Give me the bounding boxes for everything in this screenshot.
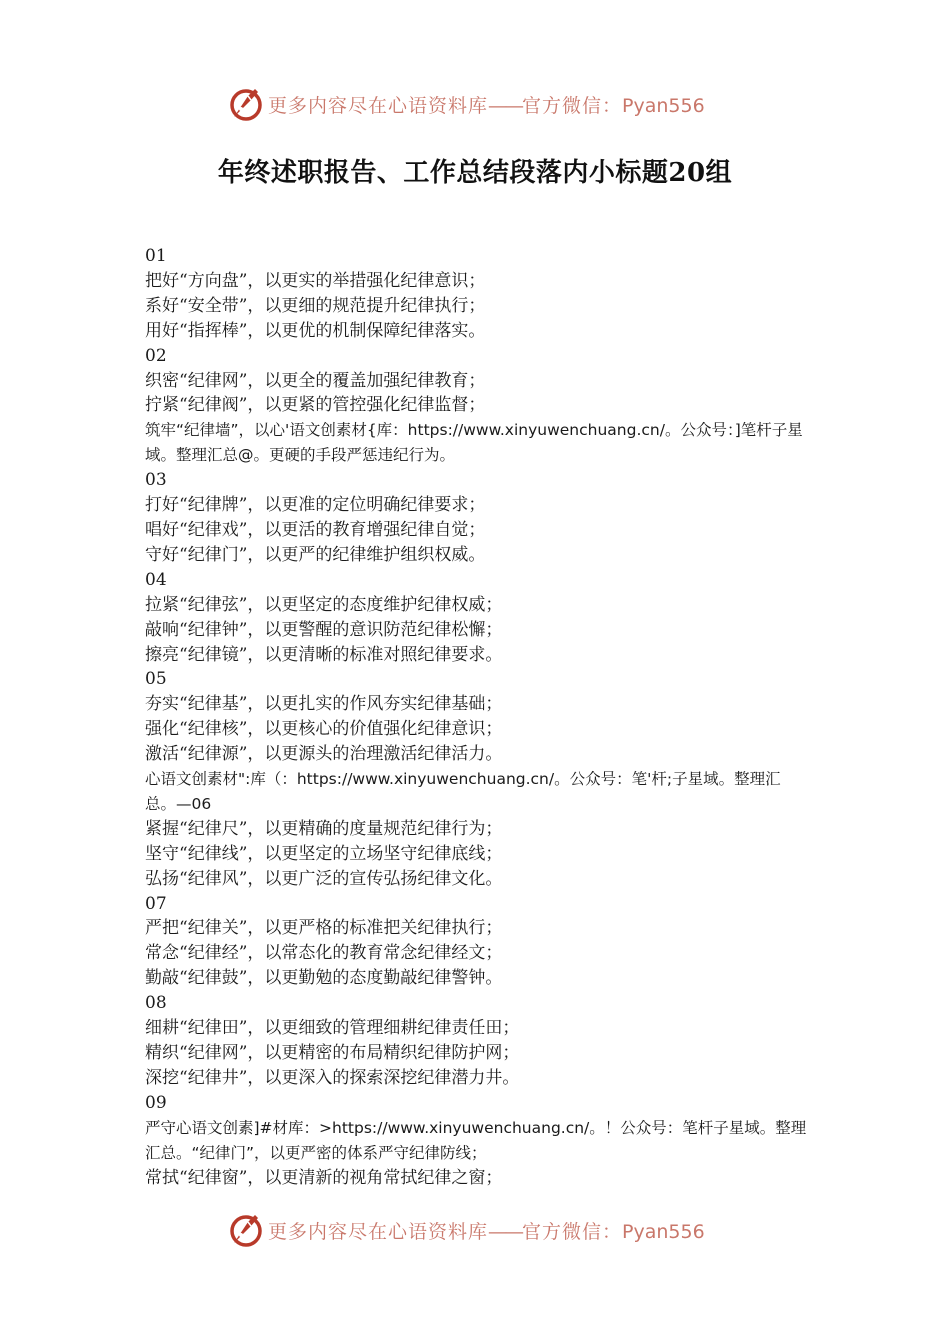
body-line: 夯实“纪律基”，以更扎实的作风夯实纪律基础； <box>145 694 503 715</box>
document-body <box>145 244 810 1190</box>
footer-banner-text <box>268 1217 705 1244</box>
banner-dash: —— <box>488 1221 523 1243</box>
wechat-id: Pyan556 <box>622 1221 705 1243</box>
wechat-label: 官方微信： <box>522 1221 623 1243</box>
section-number: 02 <box>145 345 167 366</box>
pen-logo-icon <box>226 1210 266 1250</box>
body-line: 筑牢“纪律墙”，以心'语文创素材{库：https://www.xinyuwenchuang.cn/。公众号：]笔杆子星域。整理汇总@。更硬的手段严惩违纪行为。 <box>145 421 803 465</box>
body-line: 深挖“纪律井”，以更深入的探索深挖纪律潜力井。 <box>145 1067 520 1088</box>
section-number: 07 <box>145 893 167 914</box>
body-line: 擦亮“纪律镜”，以更清晰的标准对照纪律要求。 <box>145 644 503 665</box>
body-line: 常拭“纪律窗”，以更清新的视角常拭纪律之窗； <box>145 1167 503 1188</box>
wechat-label: 官方微信： <box>522 95 623 117</box>
section-number: 09 <box>145 1092 167 1113</box>
body-line: 勤敲“纪律鼓”，以更勤勉的态度勤敲纪律警钟。 <box>145 968 503 989</box>
footer-banner <box>0 1208 950 1252</box>
body-line: 打好“纪律牌”，以更准的定位明确纪律要求； <box>145 495 486 516</box>
body-line: 拉紧“纪律弦”，以更坚定的态度维护纪律权威； <box>145 594 503 615</box>
body-line: 强化“纪律核”，以更核心的价值强化纪律意识； <box>145 719 503 740</box>
brand-text: 更多内容尽在心语资料库 <box>268 1221 489 1243</box>
body-line: 系好“安全带”，以更细的规范提升纪律执行； <box>145 295 486 316</box>
body-line: 紧握“纪律尺”，以更精确的度量规范纪律行为； <box>145 818 503 839</box>
header-banner <box>0 82 950 126</box>
banner-dash: —— <box>488 95 523 117</box>
body-line: 用好“指挥棒”，以更优的机制保障纪律落实。 <box>145 320 486 341</box>
section-number: 03 <box>145 470 167 491</box>
header-banner-text <box>268 91 705 118</box>
body-line: 拧紧“纪律阀”，以更紧的管控强化纪律监督； <box>145 395 486 416</box>
body-line: 严把“纪律关”，以更严格的标准把关纪律执行； <box>145 918 503 939</box>
body-line: 细耕“纪律田”，以更细致的管理细耕纪律责任田； <box>145 1018 520 1039</box>
pen-logo-icon <box>226 84 266 124</box>
body-line: 常念“纪律经”，以常态化的教育常念纪律经文； <box>145 943 503 964</box>
body-line: 敲响“纪律钟”，以更警醒的意识防范纪律松懈； <box>145 619 503 640</box>
body-line: 激活“纪律源”，以更源头的治理激活纪律活力。 <box>145 744 503 765</box>
section-number: 04 <box>145 569 167 590</box>
body-line: 心语文创素材":库（：https://www.xinyuwenchuang.cn/。公众号：笔'杆;子星域。整理汇总。—06 <box>145 770 781 813</box>
body-line: 弘扬“纪律风”，以更广泛的宣传弘扬纪律文化。 <box>145 868 503 889</box>
body-line: 严守心语文创素]#材库：>https://www.xinyuwenchuang.cn/。！公众号：笔杆子星域。整理汇总。“纪律门”，以更严密的体系严守纪律防线； <box>145 1118 807 1162</box>
body-line: 精织“纪律网”，以更精密的布局精织纪律防护网； <box>145 1043 520 1063</box>
section-number: 01 <box>145 246 167 266</box>
section-number: 05 <box>145 669 167 690</box>
body-line: 坚守“纪律线”，以更坚定的立场坚守纪律底线； <box>145 843 503 864</box>
page-title: 年终述职报告、工作总结段落内小标题20组 <box>217 158 733 188</box>
body-line: 唱好“纪律戏”，以更活的教育增强纪律自觉； <box>145 519 486 540</box>
wechat-id: Pyan556 <box>622 95 705 117</box>
brand-text: 更多内容尽在心语资料库 <box>268 95 489 117</box>
section-number: 08 <box>145 993 167 1014</box>
body-line: 把好“方向盘”，以更实的举措强化纪律意识； <box>145 270 486 291</box>
body-line: 守好“纪律门”，以更严的纪律维护组织权威。 <box>145 544 486 565</box>
body-line: 织密“纪律网”，以更全的覆盖加强纪律教育； <box>145 370 486 391</box>
